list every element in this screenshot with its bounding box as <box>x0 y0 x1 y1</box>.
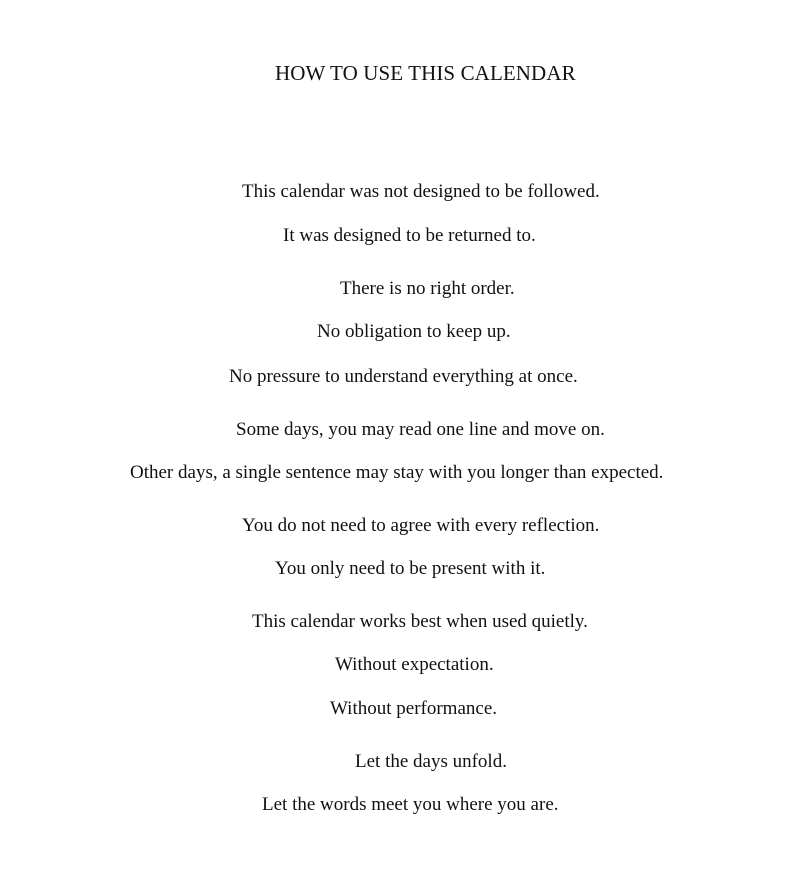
text-line: There is no right order. <box>340 278 515 299</box>
text-line: This calendar was not designed to be followed. <box>242 181 600 202</box>
text-line: You only need to be present with it. <box>275 558 546 579</box>
text-line: Other days, a single sentence may stay with you longer than expected. <box>130 462 664 483</box>
text-line: No pressure to understand everything at once. <box>229 366 578 387</box>
text-line: No obligation to keep up. <box>317 321 511 342</box>
page-title: HOW TO USE THIS CALENDAR <box>275 61 576 85</box>
text-line: You do not need to agree with every reflection. <box>242 515 600 536</box>
text-line: Let the words meet you where you are. <box>262 794 559 815</box>
text-line: This calendar works best when used quietly. <box>252 611 588 632</box>
text-line: Let the days unfold. <box>355 751 507 772</box>
text-line: Without expectation. <box>335 654 494 675</box>
text-line: Some days, you may read one line and move on. <box>236 419 605 440</box>
text-line: Without performance. <box>330 698 498 719</box>
text-line: It was designed to be returned to. <box>283 225 536 246</box>
